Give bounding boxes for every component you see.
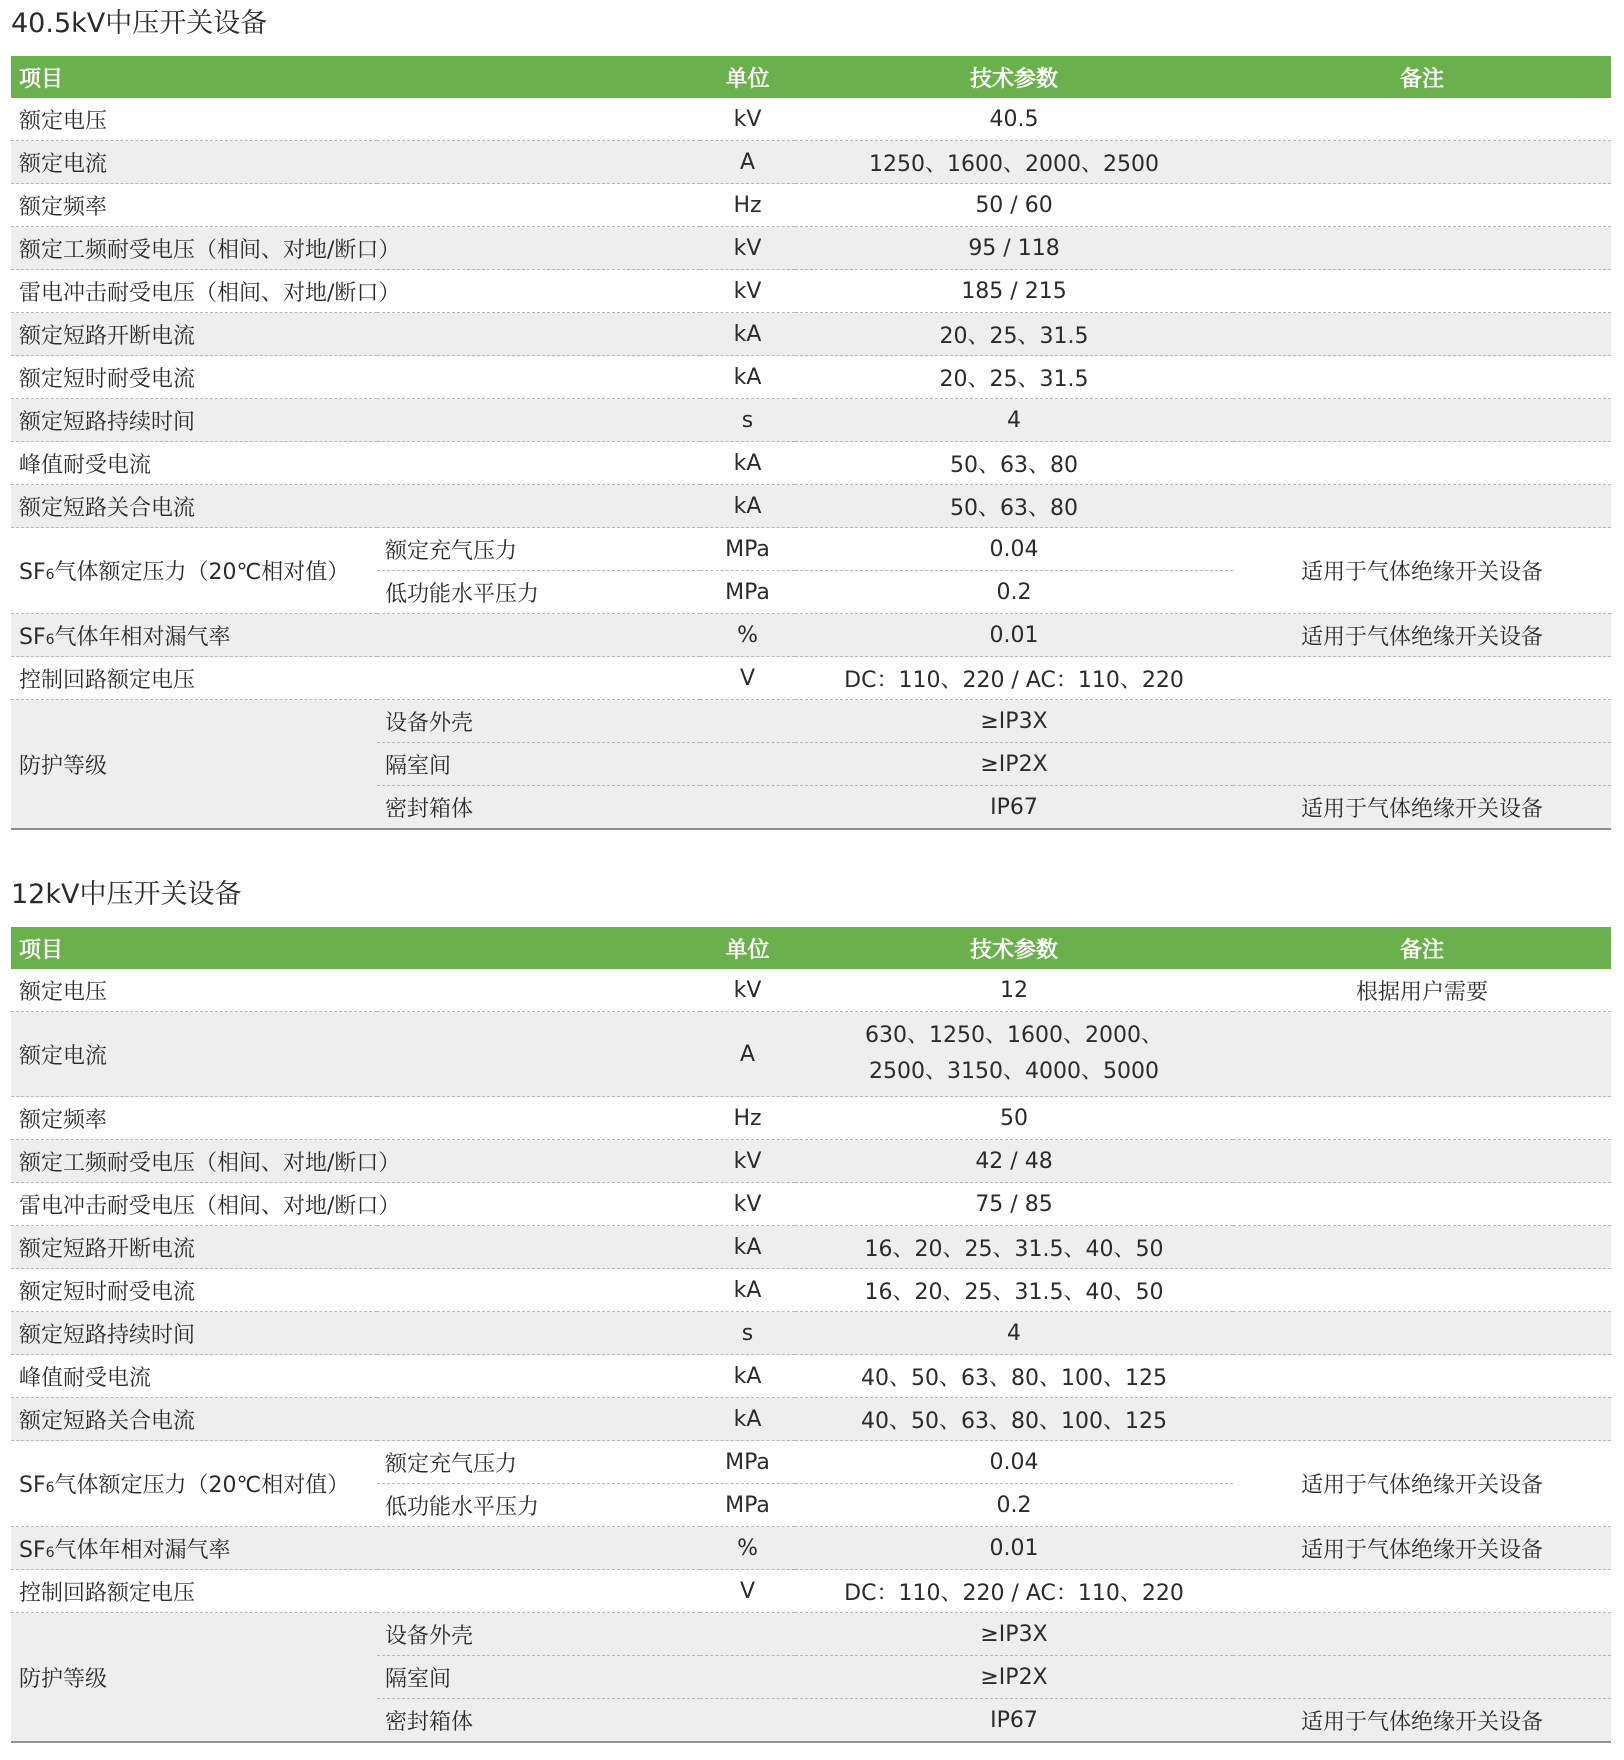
row-item: 额定电流 — [11, 1012, 700, 1097]
row-note: 适用于气体绝缘开关设备 — [1233, 1527, 1611, 1570]
header-param: 技术参数 — [795, 927, 1233, 969]
row-unit — [700, 700, 795, 743]
table-row — [11, 270, 1611, 313]
table-row-control — [11, 657, 1611, 700]
row-unit: V — [700, 1570, 795, 1613]
row-unit: MPa — [700, 1484, 795, 1527]
table-row — [11, 1140, 1611, 1183]
header-param: 技术参数 — [795, 56, 1233, 98]
row-value: IP67 — [795, 1699, 1233, 1743]
row-unit — [700, 1613, 795, 1656]
row-value: ≥IP2X — [795, 1656, 1233, 1699]
row-unit: % — [700, 1527, 795, 1570]
row-note — [1233, 485, 1611, 528]
row-item: 防护等级 — [11, 1613, 377, 1743]
row-value: 0.04 — [795, 1441, 1233, 1484]
sf6-subscript: 6 — [45, 1480, 55, 1496]
row-unit: kV — [700, 1140, 795, 1183]
row-value: 50、63、80 — [795, 485, 1233, 528]
row-note — [1233, 141, 1611, 184]
row-value: 0.2 — [795, 571, 1233, 614]
row-value: 50 / 60 — [795, 184, 1233, 227]
table-row — [11, 1012, 1611, 1097]
header-note: 备注 — [1233, 56, 1611, 98]
row-value: 0.2 — [795, 1484, 1233, 1527]
table-row — [11, 969, 1611, 1012]
row-note — [1233, 1183, 1611, 1226]
row-value: DC：110、220 / AC：110、220 — [795, 1570, 1233, 1613]
row-subitem: 额定充气压力 — [377, 1441, 700, 1484]
row-item: 雷电冲击耐受电压（相间、对地/断口） — [11, 270, 700, 313]
row-value: 16、20、25、31.5、40、50 — [795, 1269, 1233, 1312]
row-value: 1250、1600、2000、2500 — [795, 141, 1233, 184]
row-subitem: 隔室间 — [377, 1656, 700, 1699]
row-value: 40、50、63、80、100、125 — [795, 1355, 1233, 1398]
row-note — [1233, 270, 1611, 313]
row-unit: MPa — [700, 528, 795, 571]
row-value — [795, 1012, 1233, 1097]
row-subitem: 密封箱体 — [377, 1699, 700, 1743]
row-unit: kA — [700, 313, 795, 356]
row-note — [1233, 1656, 1611, 1699]
table-row — [11, 1183, 1611, 1226]
row-unit: kV — [700, 227, 795, 270]
table-row-protection — [11, 1613, 1611, 1656]
row-item: 防护等级 — [11, 700, 377, 830]
row-item: 额定短路开断电流 — [11, 313, 700, 356]
row-value: 50、63、80 — [795, 442, 1233, 485]
row-unit: MPa — [700, 571, 795, 614]
row-value: IP67 — [795, 786, 1233, 830]
row-unit: kV — [700, 1183, 795, 1226]
row-unit: s — [700, 1312, 795, 1355]
spec-table-12kv — [11, 927, 1611, 1743]
row-item: 额定短时耐受电流 — [11, 1269, 700, 1312]
sf6-suffix: 气体年相对漏气率 — [54, 624, 231, 650]
row-item: 峰值耐受电流 — [11, 442, 700, 485]
row-note — [1233, 98, 1611, 141]
row-unit: Hz — [700, 184, 795, 227]
row-unit: kV — [700, 270, 795, 313]
sf6-subscript: 6 — [45, 631, 55, 648]
row-value: 20、25、31.5 — [795, 313, 1233, 356]
row-item: 控制回路额定电压 — [11, 657, 700, 700]
row-note: 适用于气体绝缘开关设备 — [1233, 786, 1611, 830]
table-row — [11, 1269, 1611, 1312]
row-subitem: 设备外壳 — [377, 1613, 700, 1656]
row-value-line: 630、1250、1600、2000、 — [865, 1023, 1163, 1048]
row-value: 40、50、63、80、100、125 — [795, 1398, 1233, 1441]
sf6-prefix: SF — [19, 1473, 46, 1498]
table-row — [11, 313, 1611, 356]
row-unit: kA — [700, 356, 795, 399]
row-value: ≥IP3X — [795, 1613, 1233, 1656]
row-note — [1233, 1355, 1611, 1398]
row-unit: s — [700, 399, 795, 442]
row-value: 75 / 85 — [795, 1183, 1233, 1226]
table-row-protection — [11, 700, 1611, 743]
row-value: 12 — [795, 969, 1233, 1012]
header-unit: 单位 — [700, 56, 795, 98]
table-row — [11, 485, 1611, 528]
table-row-sf6-leak — [11, 614, 1611, 657]
row-item: 控制回路额定电压 — [11, 1570, 700, 1613]
row-note — [1233, 1269, 1611, 1312]
row-unit: kA — [700, 1398, 795, 1441]
table-row — [11, 1312, 1611, 1355]
table-row — [11, 442, 1611, 485]
row-item: 额定电压 — [11, 969, 700, 1012]
table-row — [11, 1226, 1611, 1269]
row-value: 40.5 — [795, 98, 1233, 141]
row-unit — [700, 743, 795, 786]
table-row — [11, 1355, 1611, 1398]
row-unit: kV — [700, 969, 795, 1012]
table-row — [11, 1398, 1611, 1441]
header-note: 备注 — [1233, 927, 1611, 969]
row-subitem: 设备外壳 — [377, 700, 700, 743]
row-item: 峰值耐受电流 — [11, 1355, 700, 1398]
row-item: 额定电流 — [11, 141, 700, 184]
row-unit: kA — [700, 1355, 795, 1398]
row-unit: Hz — [700, 1097, 795, 1140]
sf6-subscript: 6 — [45, 1544, 55, 1561]
row-item: 额定频率 — [11, 184, 700, 227]
table-row — [11, 184, 1611, 227]
row-item: 额定电压 — [11, 98, 700, 141]
row-note — [1233, 1570, 1611, 1613]
row-value: 20、25、31.5 — [795, 356, 1233, 399]
row-unit — [700, 1699, 795, 1743]
row-value: 50 — [795, 1097, 1233, 1140]
row-value: 0.01 — [795, 1527, 1233, 1570]
row-note — [1233, 1226, 1611, 1269]
row-note: 根据用户需要 — [1233, 969, 1611, 1012]
row-unit: kA — [700, 442, 795, 485]
row-note — [1233, 1312, 1611, 1355]
table-row-sf6-leak — [11, 1527, 1611, 1570]
table-row — [11, 98, 1611, 141]
table-row-control — [11, 1570, 1611, 1613]
row-item: 额定短路关合电流 — [11, 485, 700, 528]
header-unit: 单位 — [700, 927, 795, 969]
row-value: 4 — [795, 1312, 1233, 1355]
row-value-line: 2500、3150、4000、5000 — [869, 1059, 1159, 1084]
row-subitem: 隔室间 — [377, 743, 700, 786]
section-title: 12kV中压开关设备 — [11, 879, 242, 910]
sf6-subscript: 6 — [45, 567, 55, 583]
row-unit: MPa — [700, 1441, 795, 1484]
table-header-row — [11, 56, 1611, 98]
row-item: 额定短路持续时间 — [11, 1312, 700, 1355]
row-note — [1233, 700, 1611, 743]
row-note — [1233, 313, 1611, 356]
sf6-prefix: SF — [19, 624, 46, 650]
sf6-suffix: 气体年相对漏气率 — [54, 1537, 231, 1563]
row-unit — [700, 786, 795, 830]
table-row — [11, 1097, 1611, 1140]
row-value: 0.01 — [795, 614, 1233, 657]
row-note: 适用于气体绝缘开关设备 — [1233, 1441, 1611, 1527]
row-item: 额定工频耐受电压（相间、对地/断口） — [11, 227, 700, 270]
row-note — [1233, 184, 1611, 227]
row-item: 额定频率 — [11, 1097, 700, 1140]
row-value: 4 — [795, 399, 1233, 442]
row-note — [1233, 356, 1611, 399]
row-value: 42 / 48 — [795, 1140, 1233, 1183]
row-unit: kA — [700, 1269, 795, 1312]
row-unit: A — [700, 1012, 795, 1097]
row-value: 185 / 215 — [795, 270, 1233, 313]
table-row — [11, 141, 1611, 184]
spec-table-40-5kv — [11, 56, 1611, 830]
section-title: 40.5kV中压开关设备 — [11, 8, 268, 39]
row-value: 95 / 118 — [795, 227, 1233, 270]
table-row — [11, 399, 1611, 442]
row-unit: A — [700, 141, 795, 184]
row-note — [1233, 1398, 1611, 1441]
row-item: 额定工频耐受电压（相间、对地/断口） — [11, 1140, 700, 1183]
table-row-sf6-pressure — [11, 1441, 1611, 1484]
sf6-prefix: SF — [19, 560, 46, 585]
row-note — [1233, 1613, 1611, 1656]
table-row-sf6-pressure — [11, 528, 1611, 571]
row-unit: % — [700, 614, 795, 657]
row-unit: kV — [700, 98, 795, 141]
row-item — [11, 528, 377, 614]
row-note: 适用于气体绝缘开关设备 — [1233, 1699, 1611, 1743]
row-note — [1233, 1140, 1611, 1183]
table-row — [11, 356, 1611, 399]
row-note: 适用于气体绝缘开关设备 — [1233, 528, 1611, 614]
row-item — [11, 1527, 700, 1570]
row-unit: kA — [700, 485, 795, 528]
row-note — [1233, 1012, 1611, 1097]
row-subitem: 低功能水平压力 — [377, 571, 700, 614]
row-item — [11, 614, 700, 657]
row-item: 额定短路关合电流 — [11, 1398, 700, 1441]
row-subitem: 密封箱体 — [377, 786, 700, 830]
row-note: 适用于气体绝缘开关设备 — [1233, 614, 1611, 657]
sf6-prefix: SF — [19, 1537, 46, 1563]
row-value: ≥IP3X — [795, 700, 1233, 743]
header-item: 项目 — [11, 56, 700, 98]
row-value: ≥IP2X — [795, 743, 1233, 786]
table-header-row — [11, 927, 1611, 969]
row-note — [1233, 399, 1611, 442]
sf6-suffix: 气体额定压力（20℃相对值） — [54, 1473, 350, 1498]
row-item: 雷电冲击耐受电压（相间、对地/断口） — [11, 1183, 700, 1226]
row-unit: V — [700, 657, 795, 700]
row-note — [1233, 1097, 1611, 1140]
row-unit: kA — [700, 1226, 795, 1269]
header-item: 项目 — [11, 927, 700, 969]
sf6-suffix: 气体额定压力（20℃相对值） — [54, 560, 350, 585]
row-subitem: 低功能水平压力 — [377, 1484, 700, 1527]
row-note — [1233, 743, 1611, 786]
table-row — [11, 227, 1611, 270]
row-value: 16、20、25、31.5、40、50 — [795, 1226, 1233, 1269]
row-value: 0.04 — [795, 528, 1233, 571]
row-note — [1233, 657, 1611, 700]
row-subitem: 额定充气压力 — [377, 528, 700, 571]
row-item: 额定短路开断电流 — [11, 1226, 700, 1269]
row-unit — [700, 1656, 795, 1699]
row-item: 额定短时耐受电流 — [11, 356, 700, 399]
row-note — [1233, 442, 1611, 485]
row-item — [11, 1441, 377, 1527]
row-note — [1233, 227, 1611, 270]
row-value: DC：110、220 / AC：110、220 — [795, 657, 1233, 700]
row-item: 额定短路持续时间 — [11, 399, 700, 442]
